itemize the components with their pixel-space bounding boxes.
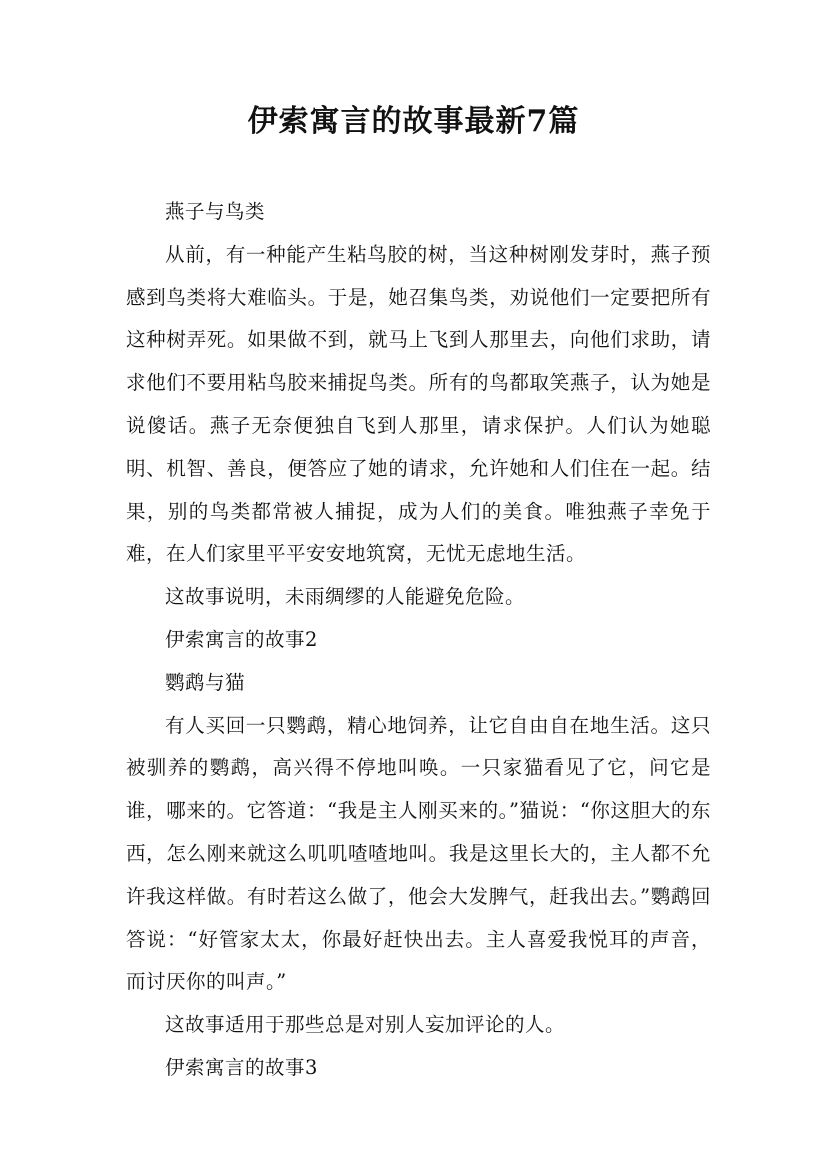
- moral-paragraph: 这故事适用于那些总是对别人妄加评论的人。: [165, 1013, 566, 1037]
- section-heading: 燕子与鸟类: [165, 200, 266, 223]
- section-heading: 鹦鹉与猫: [165, 670, 246, 694]
- section-heading: 伊索寓言的故事2: [165, 627, 318, 651]
- document-body: [126, 191, 711, 1090]
- moral-paragraph: 这故事说明，未雨绸缪的人能避免危险。: [165, 585, 526, 609]
- body-paragraph: 从前，有一种能产生粘鸟胶的树，当这种树刚发芽时，燕子预感到鸟类将大难临头。于是，她召集鸟类，劝说他们一定要把所有这种树弄死。如果做不到，就马上飞到人那里去，向他们求助，请求他们不要用粘鸟胶来捕捉鸟类。所有的鸟都取笑燕子，认为她是说傻话。燕子无奈便独自飞到人那里，请求保护。人们认为她聪明、机智、善良，便答应了她的请求，允许她和人们住在一起。结果，别的鸟类都常被人捕捉，成为人们的美食。唯独燕子幸免于难，在人们家里平平安安地筑窝，无忧无虑地生活。: [126, 242, 711, 566]
- body-paragraph: 有人买回一只鹦鹉，精心地饲养，让它自由自在地生活。这只被驯养的鹦鹉，高兴得不停地叫唤。一只家猫看见了它，问它是谁，哪来的。它答道：“我是主人刚买来的。”猫说：“你这胆大的东西，怎么刚来就这么叽叽喳喳地叫。我是这里长大的，主人都不允许我这样做。有时若这么做了，他会大发脾气，赶我出去。”鹦鹉回答说：“好管家太太，你最好赶快出去。主人喜爱我悦耳的声音，而讨厌你的叫声。”: [126, 713, 711, 994]
- page-title: 伊索寓言的故事最新7篇: [247, 104, 580, 139]
- section-heading: 伊索寓言的故事3: [165, 1055, 318, 1079]
